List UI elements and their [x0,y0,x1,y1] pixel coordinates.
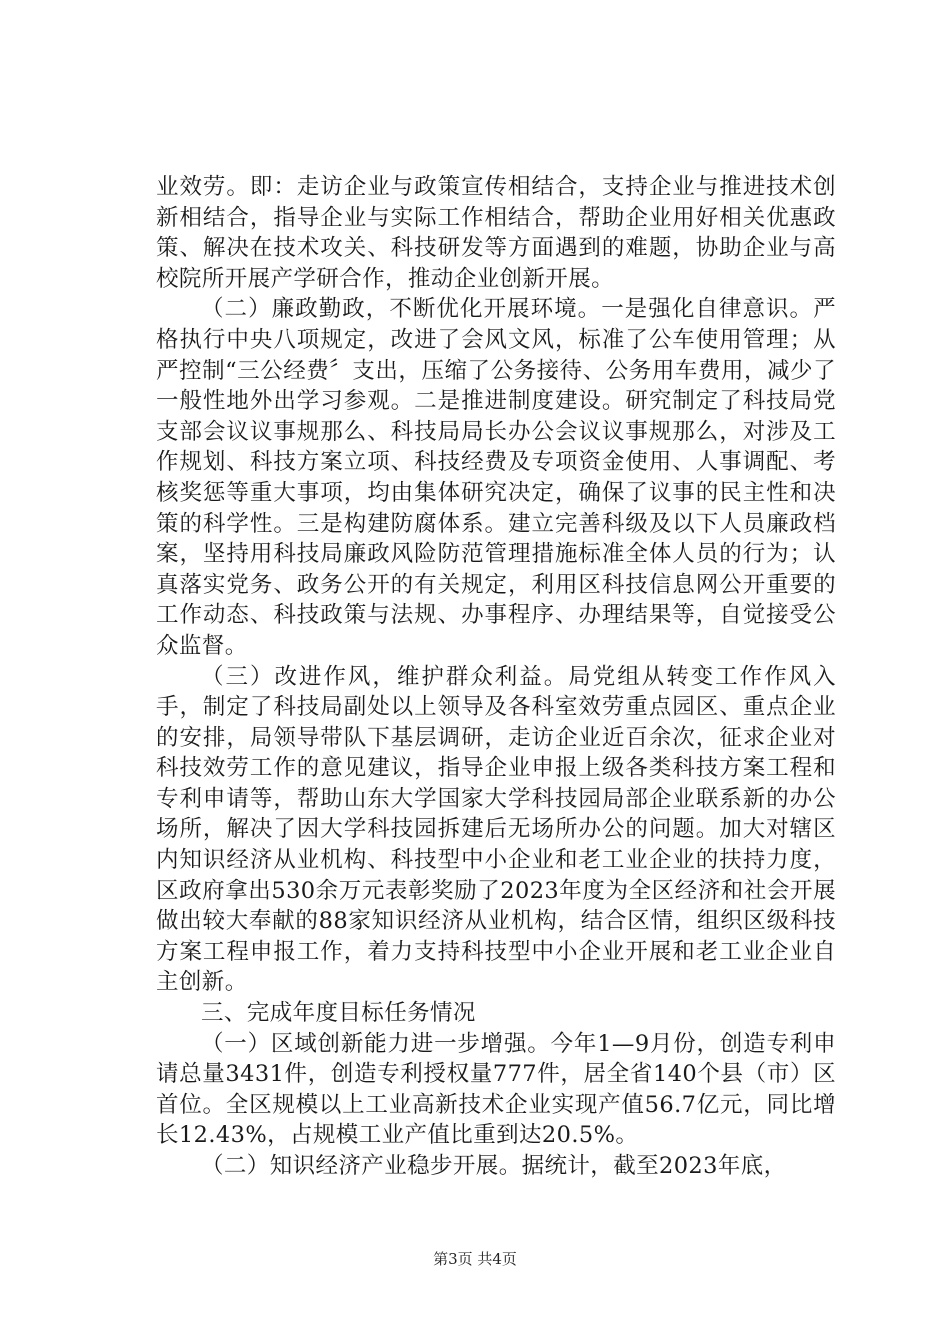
paragraph-innovation: （一）区域创新能力进一步增强。今年1—9月份，创造专利申请总量3431件，创造专利授权量777件，居全省140个县（市）区首位。全区规模以上工业高新技术企业实现产值56.7亿元，同比增长12.43%，占规模工业产值比重到达20.5%。 [156,1030,836,1149]
paragraph-work-style: （三）改进作风，维护群众利益。局党组从转变工作作风入手，制定了科技局副处以上领导及各科室效劳重点园区、重点企业的安排，局领导带队下基层调研，走访企业近百余次，征求企业对科技效劳工作的意见建议，指导企业申报上级各类科技方案工程和专利申请等，帮助山东大学国家大学科技园局部企业联系新的办公场所，解决了因大学科技园拆建后无场所办公的问题。加大对辖区内知识经济从业机构、科技型中小企业和老工业企业的扶持力度，区政府拿出530余万元表彰奖励了2023年度为全区经济和社会开展做出较大奉献的88家知识经济从业机构，结合区情，组织区级科技方案工程申报工作，着力支持科技型中小企业开展和老工业企业自主创新。 [156,663,836,996]
page-footer: 第3页 共4页 [433,1250,517,1268]
document-body [156,172,836,1182]
paragraph-integrity: （二）廉政勤政，不断优化开展环境。一是强化自律意识。严格执行中央八项规定，改进了会风文风，标准了公车使用管理；从严控制“三公经费〞支出，压缩了公务接待、公务用车费用，减少了一般性地外出学习参观。二是推进制度建设。研究制定了科技局党支部会议议事规那么、科技局局长办公会议议事规那么，对涉及工作规划、科技方案立项、科技经费及专项资金使用、人事调配、考核奖惩等重大事项，均由集体研究决定，确保了议事的民主性和决策的科学性。三是构建防腐体系。建立完善科级及以下人员廉政档案，坚持用科技局廉政风险防范管理措施标准全体人员的行为；认真落实党务、政务公开的有关规定，利用区科技信息网公开重要的工作动态、科技政策与法规、办事程序、办理结果等，自觉接受公众监督。 [156,296,836,659]
paragraph-knowledge-economy: （二）知识经济产业稳步开展。据统计，截至2023年底， [201,1153,787,1179]
section-heading: 三、完成年度目标任务情况 [201,1000,476,1027]
paragraph-continuation: 业效劳。即：走访企业与政策宣传相结合，支持企业与推进技术创新相结合，指导企业与实际工作相结合，帮助企业用好相关优惠政策、解决在技术攻关、科技研发等方面遇到的难题，协助企业与高校院所开展产学研合作，推动企业创新开展。 [156,174,836,292]
